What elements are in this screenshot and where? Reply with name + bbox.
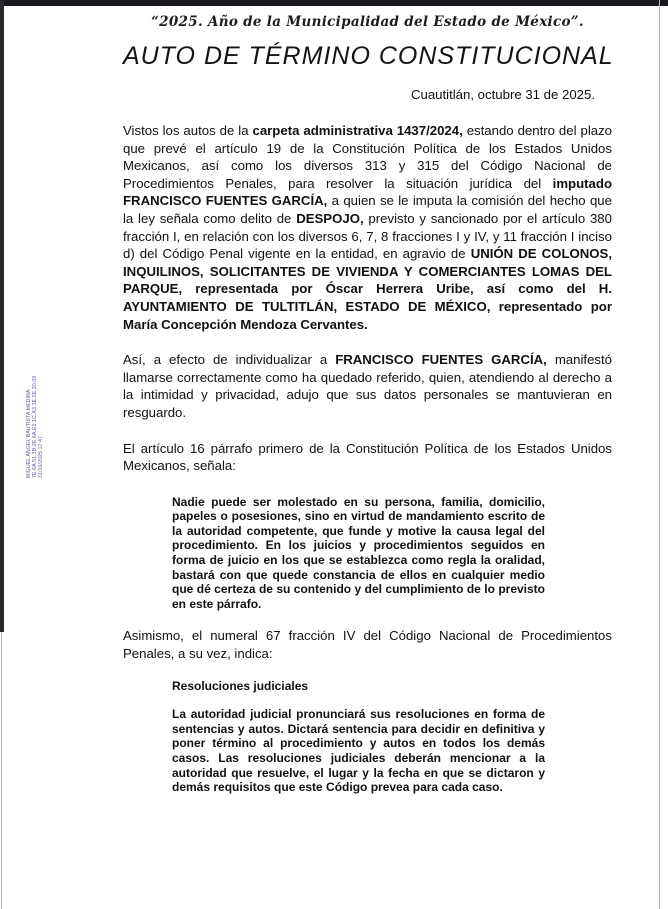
year-legend: “2025. Año de la Municipalidad del Estado de México”. [151,14,584,30]
top-border [0,0,668,6]
document-content [123,10,612,809]
left-dark-strip [0,0,4,632]
dateline: Cuautitlán, octubre 31 de 2025. [410,87,595,102]
right-border-line [659,0,660,909]
stamp-line-name: MIGUEL ANGEL BAUTISTA MEDINA [26,389,32,478]
paragraph-numeral-67: Asimismo, el numeral 67 fracción IV del Código Nacional de Procedimientos Penales, a su vez, indica: [123,628,612,662]
stamp-line-date: 31/10/2025 17:47 [38,435,44,478]
signature-stamp [26,352,48,478]
quote-resoluciones-judiciales: La autoridad judicial pronunciará sus resoluciones en forma de sentencias y autos. Dictará sentencia para decidir en definitiva y poner término al procedimiento y autos en todos los demás casos. Las resoluciones judiciales deberán mencionar a la autoridad que resuelve, el lugar y la fecha en que se dictaron y demás requisitos que este Código prevea para cada caso. [172,707,545,795]
stamp-line-hash: 7E.6A.51.3B.2E.6A.E1.1C.A3.1E.2E.30.09 [32,375,38,478]
paragraph-individualizar: Así, a efecto de individualizar a FRANCISCO FUENTES GARCÍA, manifestó llamarse correctamente como ha quedado referido, quien, atendiendo al derecho a la intimidad y privacidad, adujo que sus datos personales se mantuvieran en resguardo. [123,352,612,420]
quote-articulo-16: Nadie puede ser molestado en su persona, familia, domicilio, papeles o posesiones, sino en virtud de mandamiento escrito de la autoridad competente, que funde y motive la causa legal del procedimiento. En los juicios y procedimientos seguidos en forma de juicio en los que se establezca como regla la oralidad, bastará con que quede constancia de ellos en cualquier medio que dé certeza de su contenido y del cumplimiento de lo previsto en este párrafo. [172,494,545,611]
document-body [123,122,612,795]
paragraph-articulo-16: El artículo 16 párrafo primero de la Constitución Política de los Estados Unidos Mexicanos, señala: [123,440,612,474]
quote-heading-resoluciones: Resoluciones judiciales [172,678,309,693]
paragraph-vistos: Vistos los autos de la carpeta administrativa 1437/2024, estando dentro del plazo que prevé el artículo 19 de la Constitución Política de los Estados Unidos Mexicanos, así como los diversos 313 y 315 del Código Nacional de Procedimientos Penales, para resolver la situación jurídica del imputado FRANCISCO FUENTES GARCÍA, a quien se le imputa la comisión del hecho que la ley señala como delito de DESPOJO, previsto y sancionado por el artículo 380 fracción I, en relación con los diversos 6, 7, 8 fracciones I y IV, y 11 fracción I inciso d) del Código Penal vigente en la entidad, en agravio de UNIÓN DE COLONOS, INQUILINOS, SOLICITANTES DE VIVIENDA Y COMERCIANTES LOMAS DEL PARQUE, representada por Óscar Herrera Uribe, así como del H. AYUNTAMIENTO DE TULTITLÁN, ESTADO DE MÉXICO, representado por María Concepción Mendoza Cervantes. [123,123,613,332]
document-title: AUTO DE TÉRMINO CONSTITUCIONAL [123,42,614,70]
